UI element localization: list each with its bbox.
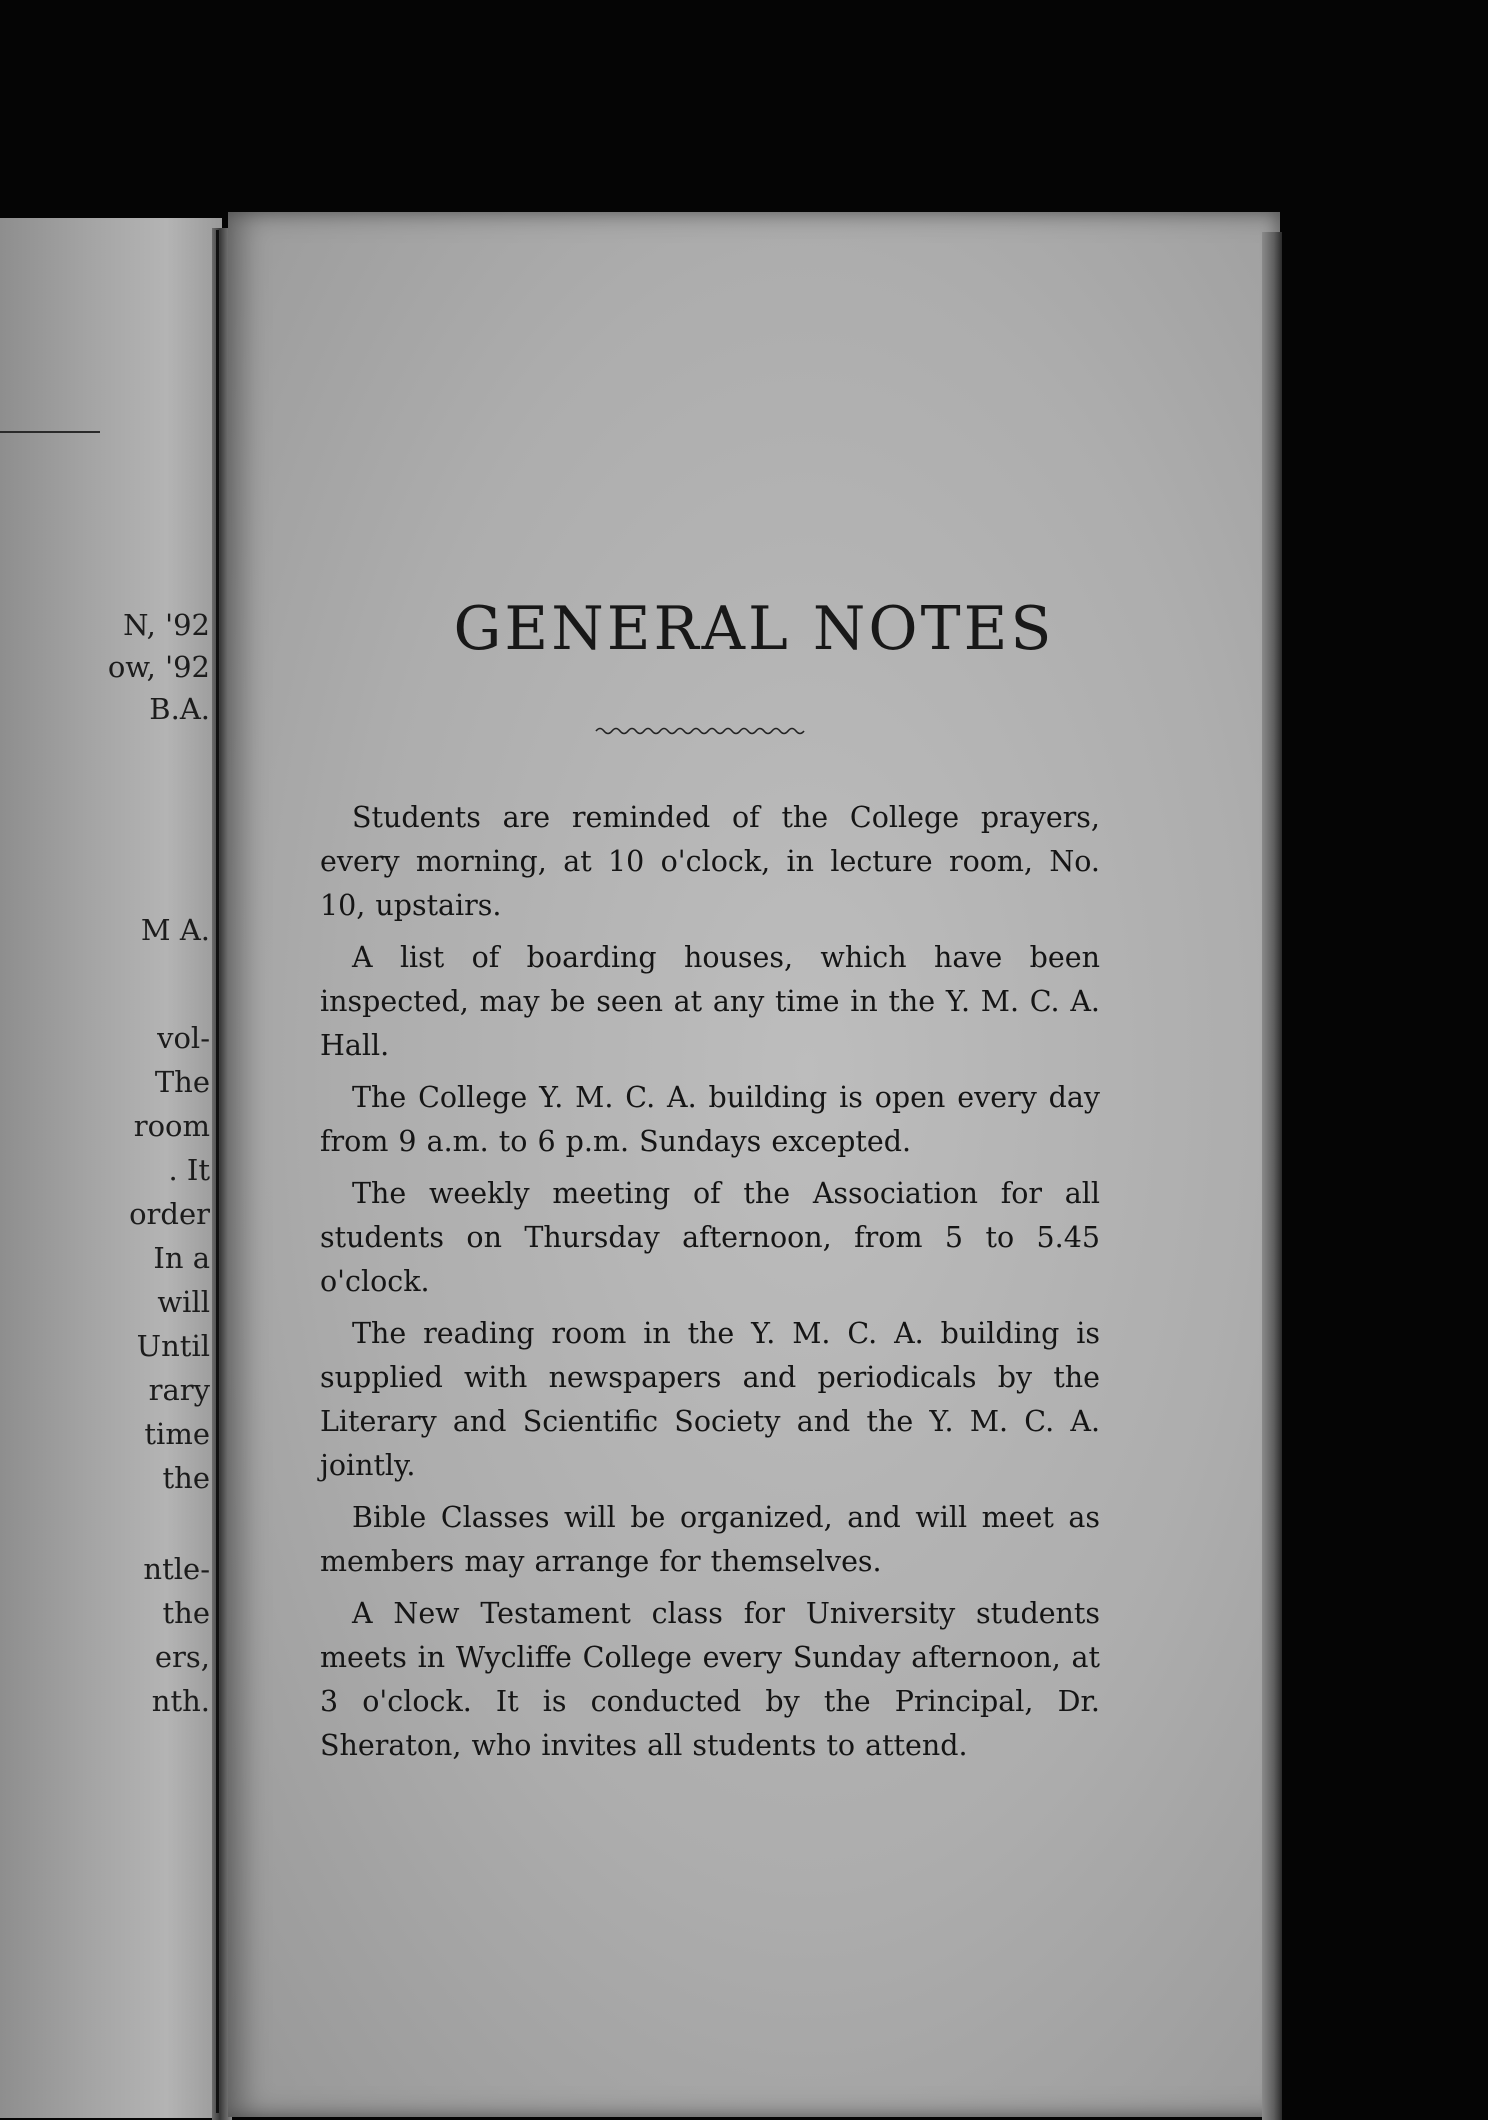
note-paragraph: The College Y. M. C. A. building is open every day from 9 a.m. to 6 p.m. Sundays excepted. (320, 1081, 1100, 1158)
spine-line (216, 230, 219, 2113)
left-facing-page (0, 218, 222, 2118)
left-page-line: vol- (157, 1021, 210, 1055)
left-page-line: the (162, 1461, 210, 1495)
notes-list (320, 796, 1100, 1776)
note-paragraph: The weekly meeting of the Association for all students on Thursday afternoon, from 5 to 5.45 o'clock. (320, 1177, 1100, 1298)
note-paragraph: The reading room in the Y. M. C. A. building is supplied with newspapers and periodicals by the Literary and Scientific Society and the Y. M. C. A. jointly. (320, 1317, 1100, 1482)
left-page-line: order (129, 1197, 210, 1231)
left-page-line: ow, '92 (107, 650, 210, 684)
left-page-line: ers, (154, 1640, 210, 1674)
left-page-line: nth. (151, 1684, 210, 1718)
left-page-rule (0, 431, 100, 433)
left-page-line: the (162, 1596, 210, 1630)
left-page-line: The (154, 1065, 210, 1099)
left-page-line: will (157, 1285, 210, 1319)
note-paragraph: A New Testament class for University students meets in Wycliffe College every Sunday afternoon, at 3 o'clock. It is conducted by the Principal, Dr. Sheraton, who invites all students to attend. (320, 1597, 1100, 1762)
wavy-rule-ornament (594, 724, 806, 738)
left-page-line: time (144, 1417, 210, 1451)
right-page (228, 212, 1280, 2117)
note-paragraph: Bible Classes will be organized, and will meet as members may arrange for themselves. (320, 1501, 1100, 1578)
left-page-line: M A. (140, 913, 210, 947)
left-page-line: In a (153, 1241, 210, 1275)
left-page-line: . It (168, 1153, 210, 1187)
left-page-line: rary (148, 1373, 210, 1407)
left-page-line: ntle- (143, 1552, 210, 1586)
left-page-line: Until (136, 1329, 210, 1363)
note-paragraph: Students are reminded of the College prayers, every morning, at 10 o'clock, in lecture room, No. 10, upstairs. (320, 801, 1100, 922)
left-page-line: N, '92 (123, 608, 210, 642)
page-title: GENERAL NOTES (453, 594, 1055, 664)
note-paragraph: A list of boarding houses, which have been inspected, may be seen at any time in the Y. M. C. A. Hall. (320, 941, 1100, 1062)
left-page-line: room (133, 1109, 210, 1143)
left-page-line: B.A. (149, 692, 210, 726)
page-edge-shadow (1262, 232, 1282, 2120)
